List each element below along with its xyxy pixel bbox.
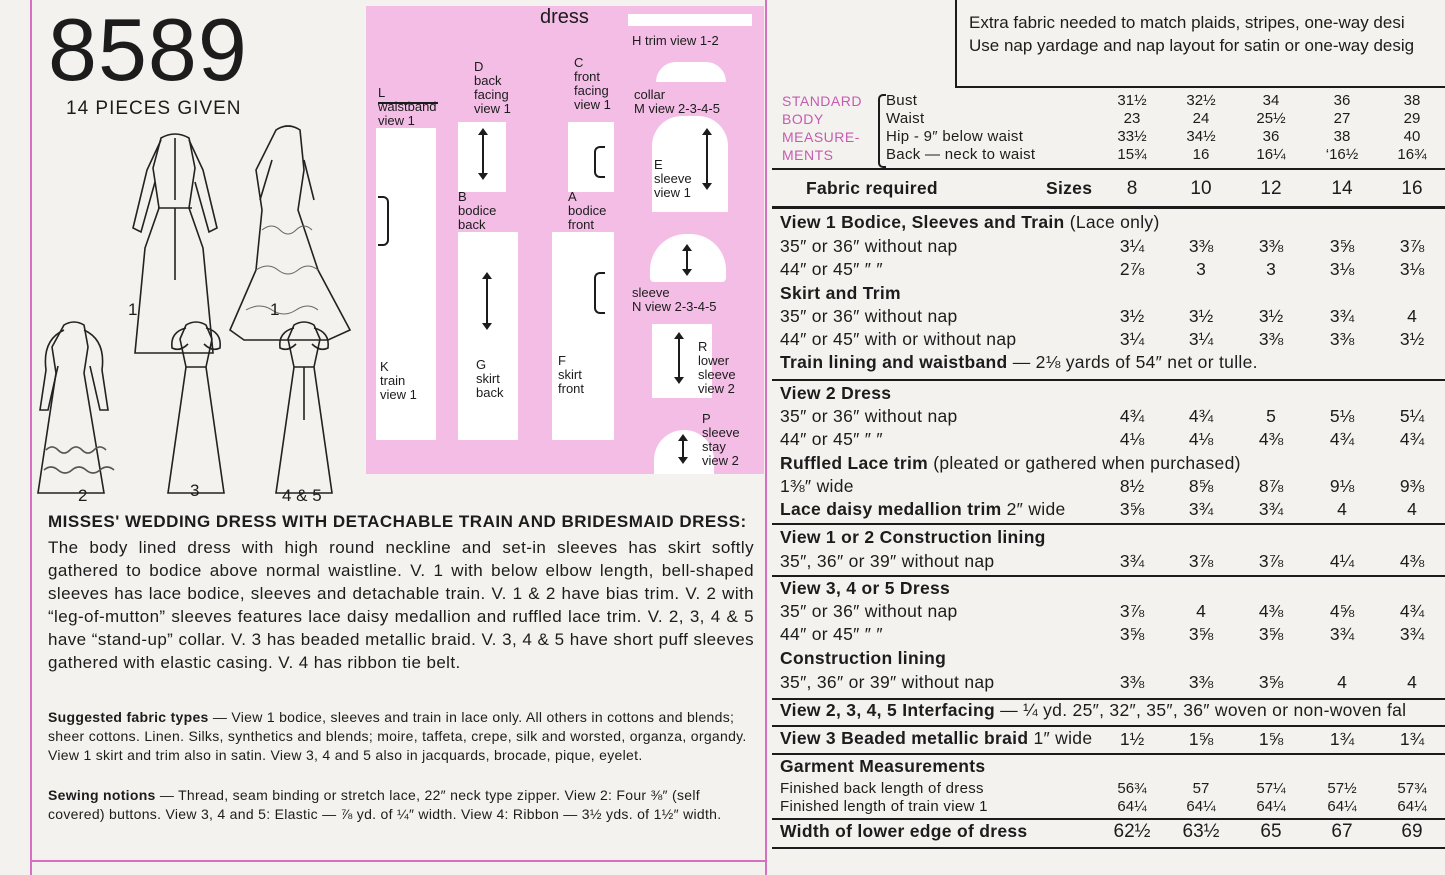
- fabric-section-heading: [780, 648, 946, 669]
- fabric-yardage: 3⅜: [1188, 672, 1214, 692]
- piece-h-label: H trim view 1-2: [632, 33, 719, 48]
- piece-b-label: B bodice back: [458, 189, 497, 232]
- measurement-value: 27: [1333, 110, 1351, 127]
- measurement-label: Hip - 9″ below waist: [886, 128, 1024, 145]
- fabric-types-label: Suggested fabric types: [48, 709, 209, 725]
- fabric-row-label: [780, 259, 883, 280]
- fabric-yardage: 4¼: [1329, 551, 1355, 571]
- fabric-yardage: 3¾: [1119, 551, 1145, 571]
- piece-a-label: A bodice front: [568, 189, 607, 232]
- measurement-label: Back — neck to waist: [886, 146, 1036, 163]
- sewing-notions-text: — Thread, seam binding or stretch lace, 22″ neck type zipper. View 2: Four ⅜″ (self covered) buttons. View 3, 4 and 5: Elastic — ⅞ yd. of ¼″ width. View 4: Ribbon — 3½ yds. of 1½″ width.: [48, 787, 722, 822]
- braid-row: [780, 728, 1092, 749]
- row-text: 44″ or 45″ ″ ″: [780, 429, 883, 449]
- measurement-value: 34: [1262, 92, 1280, 109]
- measurement-value: 25½: [1256, 110, 1286, 127]
- fabric-yardage: 4⅛: [1119, 429, 1145, 449]
- interfacing-row: [780, 700, 1406, 721]
- fabric-required-label: Fabric required: [806, 178, 938, 198]
- fabric-yardage: 3⅜: [1119, 672, 1145, 692]
- fabric-yardage: 4¾: [1399, 429, 1425, 449]
- row-text: 35″ or 36″ without nap: [780, 236, 958, 256]
- piece-e-label: E sleeve view 1: [654, 157, 692, 200]
- fabric-yardage: 3⅝: [1119, 499, 1145, 519]
- measurement-value: ‘16½: [1325, 146, 1359, 163]
- row-text: 35″ or 36″ without nap: [780, 406, 958, 426]
- piece-g-skirt-back: [458, 232, 518, 440]
- fabric-yardage: 4: [1407, 306, 1417, 326]
- grainline-b: [482, 134, 484, 174]
- row-extra: (pleated or gathered when purchased): [928, 453, 1241, 473]
- section-rule: [772, 379, 1445, 381]
- fabric-yardage: 5: [1266, 406, 1276, 426]
- fabric-row-label: [780, 329, 1016, 350]
- measurements-brace: [878, 94, 886, 168]
- sketch-label-view2: 2: [78, 486, 88, 505]
- fabric-yardage: 3⅛: [1399, 259, 1425, 279]
- fabric-yardage: 3¾: [1258, 499, 1284, 519]
- bottom-pink-border: [30, 860, 765, 862]
- piece-m-collar: [656, 62, 726, 82]
- piece-g-label: G skirt back: [476, 357, 504, 400]
- fabric-yardage: 4¾: [1399, 601, 1425, 621]
- measurement-value: 23: [1123, 110, 1141, 127]
- back-length-value: 57: [1192, 780, 1210, 797]
- piece-r-label: R lower sleeve view 2: [698, 339, 736, 396]
- measurement-value: 24: [1192, 110, 1210, 127]
- row-text: Ruffled Lace trim: [780, 453, 929, 473]
- rule-garment: [772, 753, 1445, 755]
- braid-yardage: 1¾: [1329, 729, 1355, 749]
- dress-sketches: [36, 120, 366, 510]
- fabric-section-heading: [780, 499, 1066, 520]
- fabric-yardage: 2⅞: [1119, 259, 1145, 279]
- fabric-yardage: 4¾: [1119, 406, 1145, 426]
- fabric-yardage: 3⅝: [1188, 624, 1214, 644]
- fabric-yardage: 3⅝: [1258, 624, 1284, 644]
- fabric-yardage: 3⅞: [1188, 551, 1214, 571]
- back-length-value: 57¾: [1397, 780, 1427, 797]
- train-length-value: 64¼: [1186, 798, 1216, 815]
- description-title: MISSES' WEDDING DRESS WITH DETACHABLE TRAIN AND BRIDESMAID DRESS:: [48, 512, 747, 531]
- lower-edge-label: Width of lower edge of dress: [780, 821, 1028, 841]
- fabric-row-label: [780, 406, 958, 427]
- sewing-notions-label: Sewing notions: [48, 787, 156, 803]
- fabric-yardage: 8½: [1119, 476, 1145, 496]
- piece-d-label: D back facing view 1: [474, 59, 511, 116]
- standard-body-measurements-label: STANDARD BODY MEASURE- MENTS: [782, 93, 862, 163]
- plaid-note-line1: Extra fabric needed to match plaids, stripes, one-way desi: [969, 13, 1405, 32]
- sketch-label-view1: 1: [128, 300, 138, 319]
- row-text: Skirt and Trim: [780, 283, 901, 303]
- sewing-notions: [48, 786, 752, 824]
- fabric-yardage: 3⅜: [1258, 236, 1284, 256]
- fabric-yardage: 3⅞: [1399, 236, 1425, 256]
- fabric-yardage: 4⅜: [1399, 551, 1425, 571]
- left-pink-border: [30, 0, 32, 875]
- fabric-row-label: [780, 624, 883, 645]
- fabric-yardage: 5⅛: [1329, 406, 1355, 426]
- measurement-value: 38: [1403, 92, 1421, 109]
- interfacing-text: — ¼ yd. 25″, 32″, 35″, 36″ woven or non-woven fal: [994, 700, 1407, 720]
- fabric-row-label: [780, 476, 854, 497]
- plaid-note-line2: Use nap yardage and nap layout for satin or one-way desig: [969, 36, 1415, 55]
- piece-k-label: K train view 1: [380, 359, 417, 402]
- pieces-given: 14 PIECES GIVEN: [66, 98, 242, 119]
- fabric-section-heading: [780, 527, 1046, 548]
- fabric-types: [48, 708, 752, 765]
- piece-title-dress: dress: [540, 6, 589, 28]
- fabric-row-label: [780, 672, 994, 693]
- fabric-row-label: [780, 601, 958, 622]
- row-text: 35″, 36″ or 39″ without nap: [780, 672, 995, 692]
- row-text: View 3, 4 or 5 Dress: [780, 578, 951, 598]
- size-header: 12: [1260, 178, 1282, 199]
- measurement-value: 34½: [1186, 128, 1216, 145]
- fabric-yardage: 5¼: [1399, 406, 1425, 426]
- size-header: 10: [1190, 178, 1212, 199]
- plaid-note-box: [955, 0, 1445, 88]
- grainline-g: [486, 278, 488, 324]
- fabric-yardage: 4⅛: [1188, 429, 1214, 449]
- measurement-value: 40: [1403, 128, 1421, 145]
- lower-edge-value: 67: [1331, 821, 1353, 842]
- fabric-section-heading: [780, 212, 1160, 233]
- measurement-label: Bust: [886, 92, 918, 109]
- fabric-yardage: 3¾: [1329, 624, 1355, 644]
- fabric-yardage: 4¾: [1188, 406, 1214, 426]
- fabric-yardage: 3¾: [1188, 499, 1214, 519]
- fabric-yardage: 3¼: [1119, 329, 1145, 349]
- row-text: View 1 or 2 Construction lining: [780, 527, 1046, 547]
- row-text: 35″, 36″ or 39″ without nap: [780, 551, 995, 571]
- interfacing-label: View 2, 3, 4, 5 Interfacing: [780, 700, 995, 720]
- lower-edge-value: 65: [1260, 821, 1282, 842]
- fabric-yardage: 3⅜: [1188, 236, 1214, 256]
- row-text: Construction lining: [780, 648, 947, 668]
- row-text: 35″ or 36″ without nap: [780, 306, 958, 326]
- measurement-value: 16: [1192, 146, 1210, 163]
- fabric-yardage: 3⅝: [1258, 672, 1284, 692]
- fabric-yardage: 3: [1196, 259, 1206, 279]
- fabric-yardage: 8⅝: [1188, 476, 1214, 496]
- row-text: View 1 Bodice, Sleeves and Train: [780, 212, 1065, 232]
- braid-yardage: 1¾: [1399, 729, 1425, 749]
- fabric-section-heading: [780, 453, 1241, 474]
- size-header: 8: [1126, 178, 1138, 199]
- row-text: Lace daisy medallion trim: [780, 499, 1002, 519]
- pattern-layout-diagram: [366, 6, 764, 474]
- lower-edge-value: 63½: [1182, 821, 1220, 842]
- fold-mark-f: [594, 272, 605, 314]
- rule-braid: [772, 725, 1445, 727]
- lower-edge-value: 62½: [1113, 821, 1151, 842]
- fabric-yardage: 3¾: [1329, 306, 1355, 326]
- grainline-e: [706, 134, 708, 184]
- fabric-yardage: 4¾: [1329, 429, 1355, 449]
- row-text: 1⅜″ wide: [780, 476, 854, 496]
- sketch-label-view1-back: 1: [270, 300, 280, 319]
- sketch-label-view3: 3: [190, 481, 200, 500]
- measurement-value: 16¼: [1256, 146, 1286, 163]
- back-length-value: 56¾: [1117, 780, 1147, 797]
- fabric-yardage: 3½: [1119, 306, 1145, 326]
- grainline-r: [678, 338, 680, 378]
- measurement-value: 38: [1333, 128, 1351, 145]
- braid-extra: 1″ wide: [1028, 728, 1093, 748]
- grainline-p: [682, 440, 684, 458]
- pattern-number: 8589: [48, 0, 248, 99]
- measurement-value: 16¾: [1397, 146, 1427, 163]
- train-length-value: 64¼: [1117, 798, 1147, 815]
- row-extra: — 2⅛ yards of 54″ net or tulle.: [1007, 352, 1258, 372]
- fabric-yardage: 3⅝: [1119, 624, 1145, 644]
- section-rule: [772, 523, 1445, 525]
- fabric-yardage: 3: [1266, 259, 1276, 279]
- row-text: Train lining and waistband: [780, 352, 1008, 372]
- fabric-row-label: [780, 551, 994, 572]
- piece-n-label: sleeve N view 2-3-4-5: [632, 285, 717, 314]
- fabric-yardage: 4⅜: [1258, 429, 1284, 449]
- back-length-label: Finished back length of dress: [780, 780, 984, 797]
- train-length-value: 64¼: [1397, 798, 1427, 815]
- fabric-section-heading: [780, 352, 1258, 373]
- fabric-section-heading: [780, 283, 901, 304]
- fabric-row-label: [780, 306, 958, 327]
- fabric-yardage: 3¾: [1399, 624, 1425, 644]
- sketch-label-view45: 4 & 5: [282, 486, 322, 505]
- rule-lower-edge: [772, 818, 1445, 820]
- piece-h-trim: [628, 14, 752, 26]
- fabric-yardage: 4: [1196, 601, 1206, 621]
- fabric-types-text: — View 1 bodice, sleeves and train in lace only. All others in cottons and blends; sheer cottons. Linen. Silks, synthetics and blends; moire, taffeta, crepe, silk and worsted, organza, organdy. View 1 skirt and trim also in satin. View 3, 4 and 5 also in jacquards, brocade, pique, eyelet.: [48, 709, 747, 763]
- braid-yardage: 1⅝: [1258, 729, 1284, 749]
- rule-top: [772, 168, 1445, 170]
- row-text: View 2 Dress: [780, 383, 892, 403]
- braid-yardage: 1⅝: [1188, 729, 1214, 749]
- fold-mark-a: [594, 146, 605, 178]
- measurement-value: 36: [1333, 92, 1351, 109]
- measurement-value: 29: [1403, 110, 1421, 127]
- row-text: 44″ or 45″ with or without nap: [780, 329, 1017, 349]
- fabric-yardage: 4: [1407, 499, 1417, 519]
- rule-bottom: [772, 847, 1445, 849]
- train-length-value: 64¼: [1327, 798, 1357, 815]
- braid-label: View 3 Beaded metallic braid: [780, 728, 1029, 748]
- fabric-yardage: 4⅝: [1329, 601, 1355, 621]
- row-text: 44″ or 45″ ″ ″: [780, 624, 883, 644]
- fabric-yardage: 3¼: [1119, 236, 1145, 256]
- fabric-yardage: 3⅞: [1119, 601, 1145, 621]
- garment-measurements-label: Garment Measurements: [780, 756, 986, 776]
- fabric-yardage: 8⅞: [1258, 476, 1284, 496]
- braid-yardage: 1½: [1119, 729, 1145, 749]
- train-length-label: Finished length of train view 1: [780, 798, 988, 815]
- description-body: The body lined dress with high round neckline and set-in sleeves has skirt softly gathered to bodice above normal waistline. V. 1 with below elbow length, bell-shaped sleeves has lace bodice, sleeves and detachable train. V. 1 & 2 have bias trim. V. 2 with “leg-of-mutton” sleeves features lace daisy medallion and ruffled lace trim. V. 2, 3, 4 & 5 have “stand-up” collar. V. 3 has beaded metallic braid. V. 3, 4 & 5 have short puff sleeves gathered with elastic casing. V. 4 has ribbon tie belt.: [48, 538, 754, 672]
- grainline-n: [686, 250, 688, 270]
- fabric-yardage: 3⅛: [1329, 259, 1355, 279]
- fabric-yardage: 3½: [1188, 306, 1214, 326]
- fabric-yardage: 3⅞: [1258, 551, 1284, 571]
- piece-c-label: C front facing view 1: [574, 55, 611, 112]
- fabric-yardage: 4: [1337, 499, 1347, 519]
- sizes-label: Sizes: [1046, 178, 1093, 198]
- fabric-yardage: 3¼: [1188, 329, 1214, 349]
- lower-edge-value: 69: [1401, 821, 1423, 842]
- fabric-yardage: 4: [1407, 672, 1417, 692]
- size-header: 14: [1331, 178, 1353, 199]
- fabric-yardage: 3⅝: [1329, 236, 1355, 256]
- fabric-yardage: 3⅜: [1329, 329, 1355, 349]
- fabric-row-label: [780, 236, 958, 257]
- fold-mark-k: [378, 196, 389, 246]
- piece-f-label: F skirt front: [558, 353, 585, 396]
- rule-sizes: [772, 206, 1445, 209]
- back-length-value: 57¼: [1256, 780, 1286, 797]
- fabric-yardage: 9⅜: [1399, 476, 1425, 496]
- piece-p-label: P sleeve stay view 2: [702, 411, 740, 468]
- fabric-yardage: 3½: [1399, 329, 1425, 349]
- fabric-yardage: 4⅜: [1258, 601, 1284, 621]
- fabric-yardage: 3⅜: [1258, 329, 1284, 349]
- row-text: 44″ or 45″ ″ ″: [780, 259, 883, 279]
- size-header: 16: [1401, 178, 1423, 199]
- measurement-value: 32½: [1186, 92, 1216, 109]
- train-length-value: 64¼: [1256, 798, 1286, 815]
- section-rule: [772, 575, 1445, 577]
- piece-m-label: collar M view 2-3-4-5: [634, 87, 720, 116]
- fabric-yardage: 4: [1337, 672, 1347, 692]
- back-length-value: 57½: [1327, 780, 1357, 797]
- fabric-yardage: 3½: [1258, 306, 1284, 326]
- measurement-value: 31½: [1117, 92, 1147, 109]
- piece-f-skirt-front: [552, 232, 614, 440]
- fabric-section-heading: [780, 383, 891, 404]
- fabric-row-label: [780, 429, 883, 450]
- row-extra: 2″ wide: [1001, 499, 1066, 519]
- row-text: 35″ or 36″ without nap: [780, 601, 958, 621]
- piece-l-label: L waistband view 1: [378, 85, 437, 128]
- fabric-section-heading: [780, 578, 950, 599]
- measurement-value: 33½: [1117, 128, 1147, 145]
- fabric-yardage: 9⅛: [1329, 476, 1355, 496]
- measurement-value: 15¾: [1117, 146, 1147, 163]
- measurement-value: 36: [1262, 128, 1280, 145]
- measurement-label: Waist: [886, 110, 925, 127]
- row-extra: (Lace only): [1064, 212, 1160, 232]
- piece-a-bodice-front: [568, 122, 614, 192]
- center-pink-border: [765, 0, 767, 875]
